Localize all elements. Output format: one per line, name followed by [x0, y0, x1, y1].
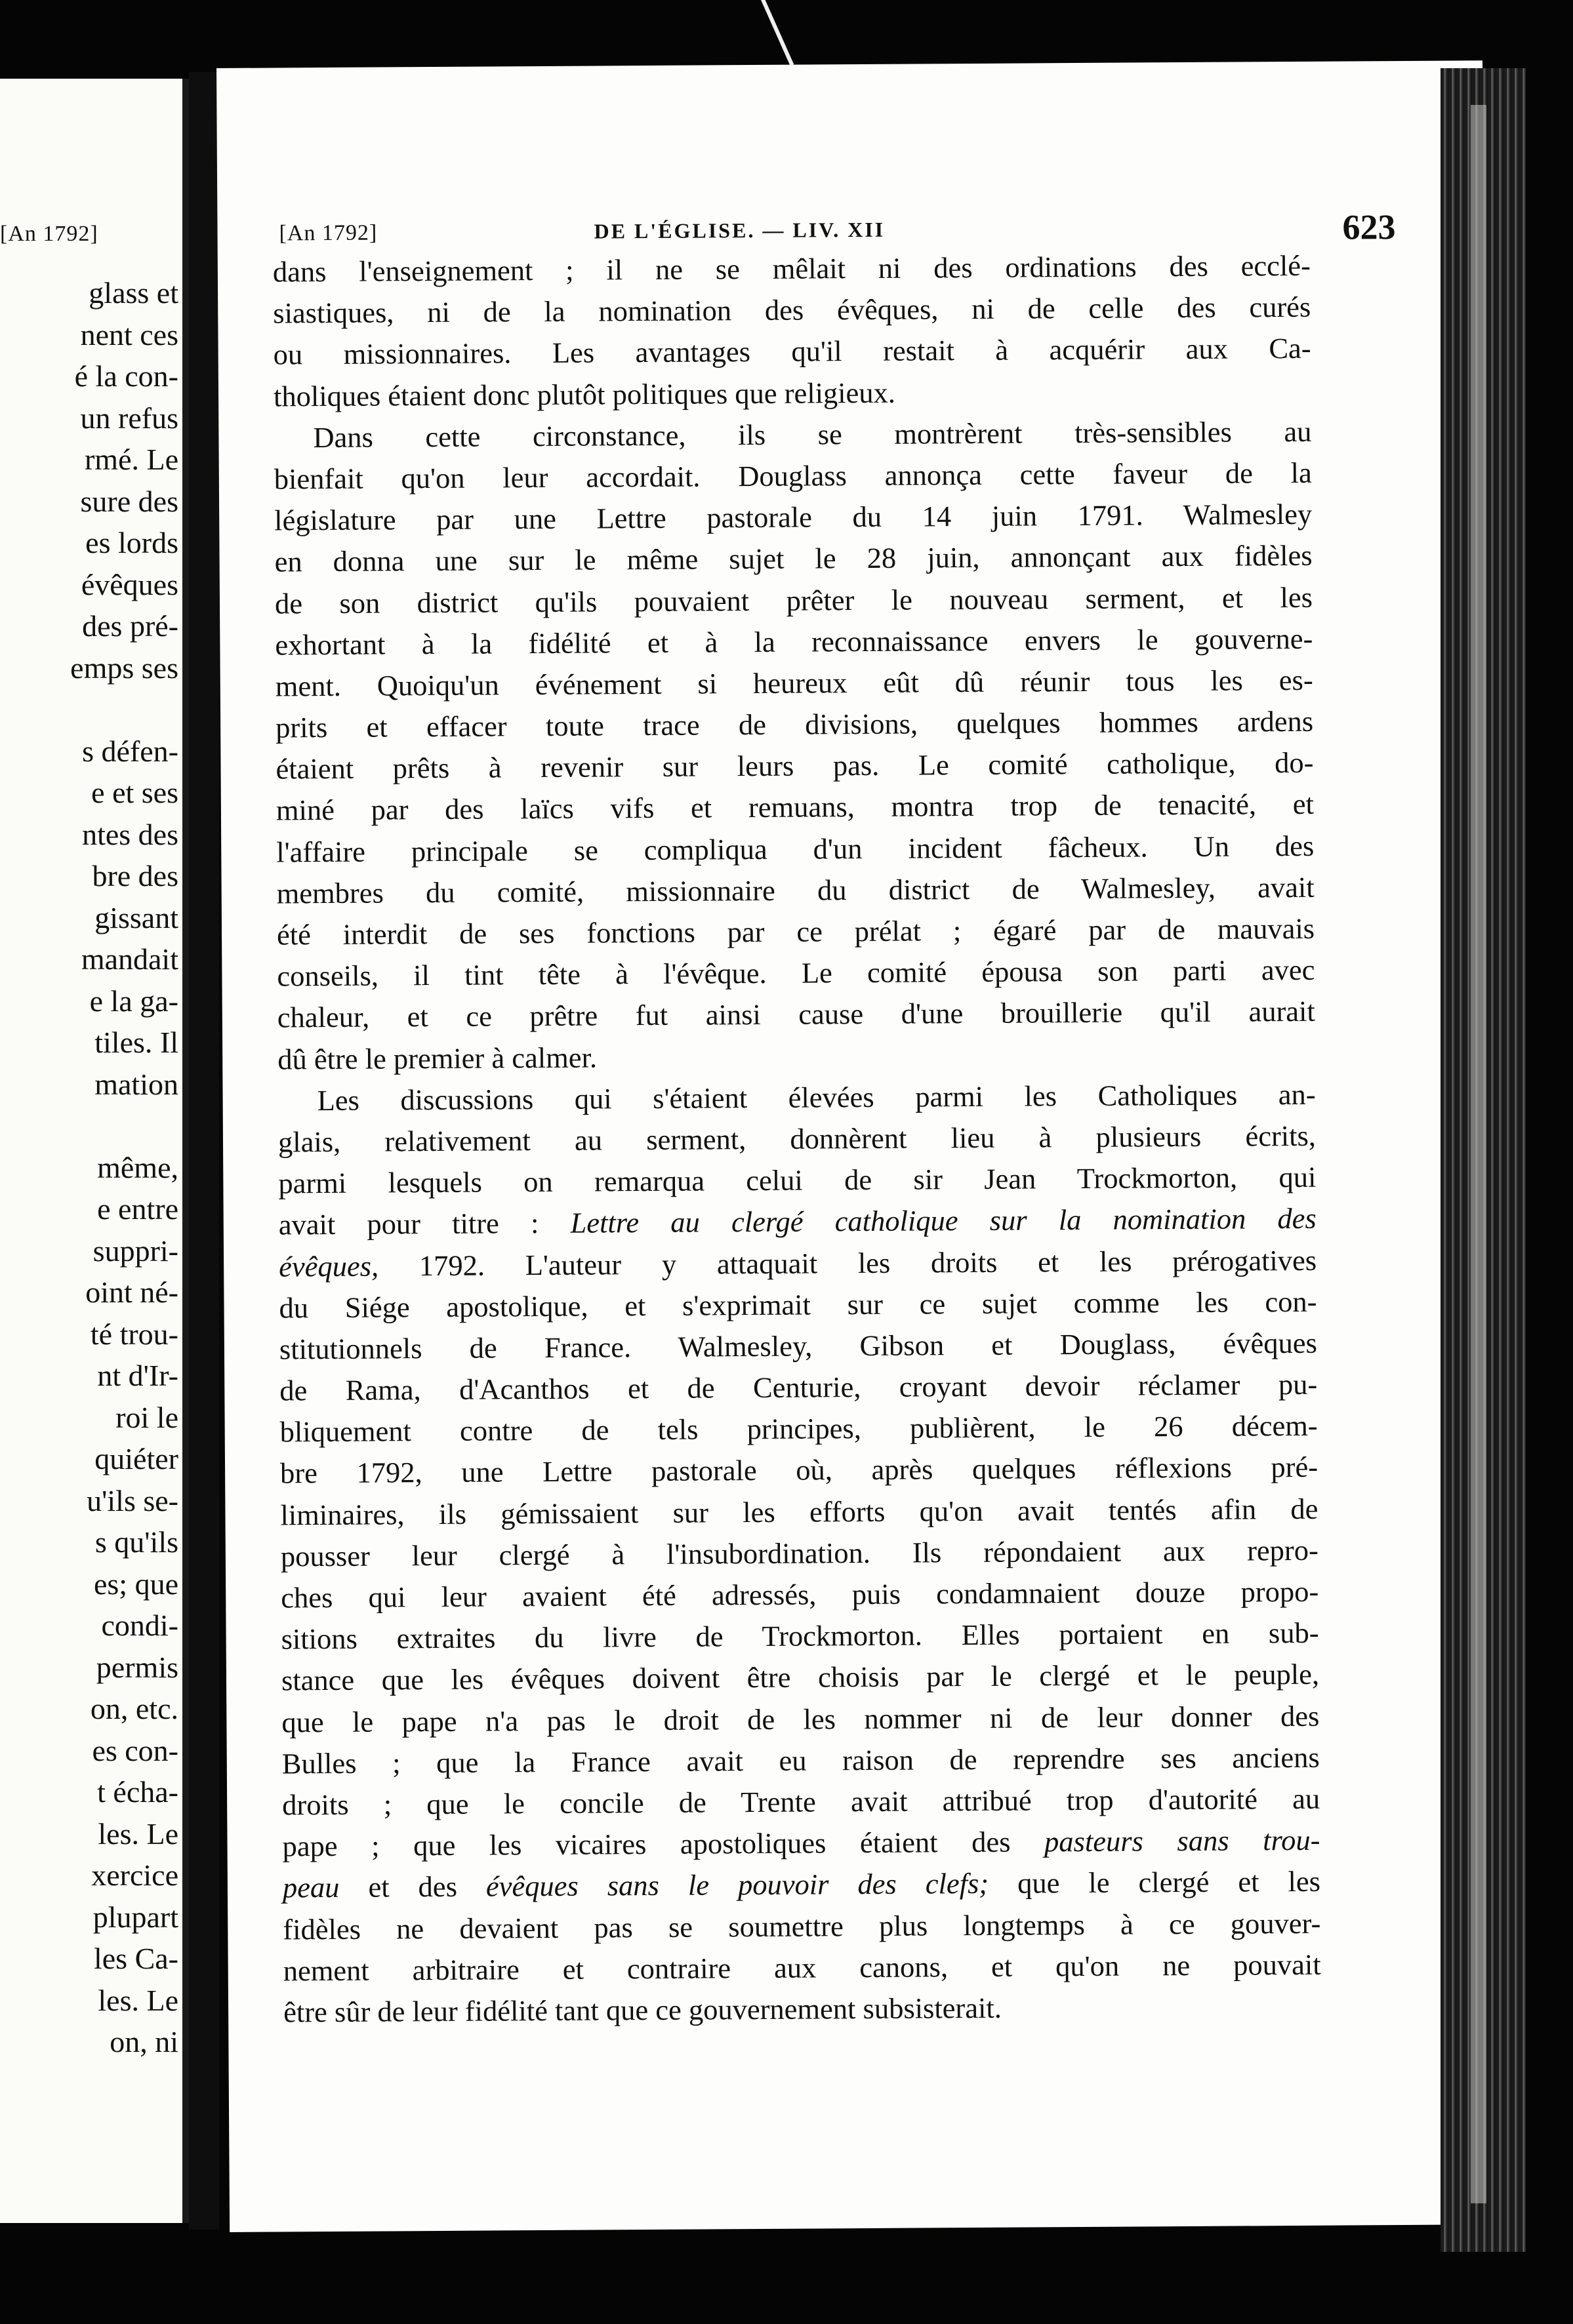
- text-line: nement arbitraire et contraire aux canons, et qu'on ne pouvait: [283, 1948, 1321, 1988]
- text-line: étaient prêts à revenir sur leurs pas. Le comité catholique, do-: [276, 746, 1314, 786]
- left-page-line: condi-: [101, 1609, 178, 1642]
- left-page-line: évêques: [81, 567, 178, 601]
- text-line: miné par des laïcs vifs et remuans, montra trop de tenacité, et: [276, 788, 1315, 827]
- left-page-line: té trou-: [90, 1317, 178, 1351]
- text-line: parmi lesquels on remarqua celui de sir Jean Trockmorton, qui: [278, 1160, 1317, 1200]
- text-line: de Rama, d'Acanthos et de Centurie, croyant devoir réclamer pu-: [279, 1367, 1318, 1407]
- left-page-line: es con-: [92, 1733, 178, 1767]
- left-page-line: permis: [96, 1650, 178, 1684]
- text-line: que le pape n'a pas le droit de les nommer ni de leur donner des: [281, 1699, 1320, 1739]
- text-line: bienfait qu'on leur accordait. Douglass annonça cette faveur de la: [274, 456, 1312, 496]
- text-line: ment. Quoiqu'un événement si heureux eût dû réunir tous les es-: [275, 663, 1313, 703]
- left-page-line: u'ils se-: [87, 1483, 178, 1517]
- left-facing-page: [0, 79, 189, 2223]
- left-page-line: même,: [97, 1150, 178, 1184]
- text-line: fidèles ne devaient pas se soumettre plus longtemps à ce gouver-: [283, 1906, 1321, 1946]
- text-segment: et des: [368, 1870, 458, 1904]
- text-line: bre 1792, une Lettre pastorale où, après quelques réflexions pré-: [279, 1451, 1318, 1490]
- text-line: sitions extraites du livre de Trockmorton. Elles portaient en sub-: [281, 1616, 1319, 1656]
- left-page-line: sure des: [80, 484, 178, 518]
- header-title: DE L'ÉGLISE. — LIV. XII: [594, 217, 886, 243]
- paragraph-start-line: Les discussions qui s'étaient élevées parmi les Catholiques an-: [317, 1077, 1316, 1117]
- text-segment: pape ; que les vicaires apostoliques étaient des: [282, 1825, 1011, 1863]
- italic-segment: évêques sans le pouvoir des clefs;: [485, 1867, 989, 1903]
- body-text: [273, 245, 1322, 2034]
- text-line: pousser leur clergé à l'insubordination. Ils répondaient aux repro-: [280, 1533, 1318, 1573]
- left-page-line: mandait: [81, 942, 178, 976]
- text-line: du Siége apostolique, et s'exprimait sur ce sujet comme les con-: [279, 1285, 1317, 1325]
- text-line-with-italic: [283, 1861, 1320, 1909]
- italic-title-segment: évêques,: [279, 1249, 379, 1283]
- left-page-line: es; que: [93, 1567, 178, 1601]
- left-page-line: nt d'Ir-: [97, 1359, 178, 1392]
- left-page-line: glass et: [89, 276, 178, 310]
- left-page-header: [An 1792]: [0, 222, 98, 246]
- text-line: être sûr de leur fidélité tant que ce gouvernement subsisterait.: [283, 1991, 1002, 2029]
- left-page-line: les. Le: [98, 1816, 178, 1851]
- left-page-line: t écha-: [97, 1775, 178, 1809]
- text-segment: que le clergé et les: [1017, 1865, 1321, 1900]
- left-page-line: suppri-: [92, 1233, 178, 1268]
- text-line: dans l'enseignement ; il ne se mêlait ni des ordinations des ecclé-: [272, 249, 1311, 289]
- left-page-line: quiéter: [94, 1442, 178, 1475]
- left-page-line: s qu'ils: [94, 1525, 178, 1559]
- text-line: Bulles ; que la France avait eu raison de reprendre ses anciens: [281, 1740, 1320, 1780]
- paper-crease: [761, 0, 794, 66]
- text-line: bliquement contre de tels principes, publièrent, le 26 décem-: [279, 1409, 1318, 1449]
- text-line: été interdit de ses fonctions par ce prélat ; égaré par de mauvais: [276, 912, 1315, 952]
- italic-title-segment: Lettre au clergé catholique sur la nomination des: [570, 1202, 1317, 1240]
- text-line: liminaires, ils gémissaient sur les efforts qu'on avait tentés afin de: [280, 1492, 1318, 1532]
- left-page-line: ntes des: [82, 817, 178, 851]
- paragraph-start-line: Dans cette circonstance, ils se montrèrent très-sensibles au: [313, 414, 1312, 454]
- left-page-line: nent ces: [80, 317, 178, 351]
- left-page-line: on, etc.: [90, 1692, 178, 1725]
- left-page-line: rmé. Le: [84, 443, 178, 476]
- text-line: législature par une Lettre pastorale du 14 juin 1791. Walmesley: [274, 497, 1313, 537]
- text-line: siastiques, ni de la nomination des évêques, ni de celle des curés: [273, 290, 1311, 330]
- left-page-line: s défen-: [82, 734, 178, 768]
- text-line: stance que les évêques doivent être choisis par le clergé et le peuple,: [281, 1658, 1320, 1697]
- italic-segment: pasteurs sans trou-: [1044, 1823, 1320, 1858]
- text-line: prits et effacer toute trace de divisions, quelques hommes ardens: [275, 704, 1314, 744]
- text-line: membres du comité, missionnaire du district de Walmesley, avait: [276, 870, 1315, 910]
- book-gutter: [189, 72, 219, 2230]
- text-line: ches qui leur avaient été adressés, puis condamnaient douze propo-: [281, 1574, 1319, 1614]
- left-page-line: oint né-: [85, 1275, 178, 1309]
- text-segment: avait pour titre :: [278, 1207, 539, 1241]
- page-number: 623: [1342, 207, 1396, 247]
- left-page-line: mation: [94, 1067, 178, 1101]
- text-line-with-italic: [279, 1198, 1317, 1246]
- text-line: chaleur, et ce prêtre fut ainsi cause d'une brouillerie qu'il aurait: [277, 995, 1315, 1034]
- text-line: de son district qu'ils pouvaient prêter le nouveau serment, et les: [274, 580, 1313, 620]
- left-page-line: les Ca-: [93, 1942, 178, 1975]
- left-page-line: e et ses: [91, 776, 178, 809]
- left-page-line: bre des: [92, 859, 178, 892]
- text-line: conseils, il tint tête à l'évêque. Le comité épousa son parti avec: [277, 953, 1315, 993]
- left-page-line: les. Le: [98, 1983, 178, 2017]
- main-page: [216, 60, 1496, 2232]
- left-page-line: e la ga-: [89, 984, 178, 1018]
- text-line: ou missionnaires. Les avantages qu'il restait à acquérir aux Ca-: [273, 332, 1311, 371]
- text-line: l'affaire principale se compliqua d'un incident fâcheux. Un des: [276, 829, 1315, 869]
- left-page-line: emps ses: [70, 651, 178, 685]
- header-year: [An 1792]: [279, 220, 378, 246]
- text-line-with-italic: [279, 1239, 1317, 1287]
- left-page-line: un refus: [80, 401, 178, 435]
- text-line: stitutionnels de France. Walmesley, Gibson et Douglass, évêques: [279, 1326, 1318, 1366]
- left-page-line: es lords: [85, 526, 178, 559]
- text-segment: 1792. L'auteur y attaquait les droits et les prérogatives: [419, 1243, 1317, 1282]
- text-line: en donna une sur le même sujet le 28 juin, annonçant aux fidèles: [274, 539, 1313, 578]
- left-page-line: roi le: [115, 1400, 178, 1434]
- text-line: droits ; que le concile de Trente avait attribué trop d'autorité au: [282, 1782, 1320, 1822]
- left-page-line: é la con-: [74, 359, 178, 393]
- italic-segment: peau: [282, 1871, 340, 1904]
- left-page-line: gissant: [94, 900, 178, 934]
- page-edge-highlight: [1471, 105, 1486, 2203]
- text-line: dû être le premier à calmer.: [277, 1041, 598, 1076]
- left-page-line: e entre: [97, 1192, 178, 1226]
- left-page-line: xercice: [91, 1858, 178, 1892]
- left-page-line: des pré-: [82, 609, 178, 643]
- text-line: glais, relativement au serment, donnèrent lieu à plusieurs écrits,: [277, 1119, 1317, 1159]
- text-line-with-italic: [282, 1820, 1320, 1868]
- left-page-line: plupart: [92, 1900, 178, 1934]
- text-line: tholiques étaient donc plutôt politiques que religieux.: [273, 376, 896, 413]
- text-line: exhortant à la fidélité et à la reconnaissance envers le gouverne-: [275, 622, 1313, 662]
- left-page-line: on, ni: [110, 2025, 178, 2058]
- left-page-line: tiles. Il: [94, 1026, 178, 1059]
